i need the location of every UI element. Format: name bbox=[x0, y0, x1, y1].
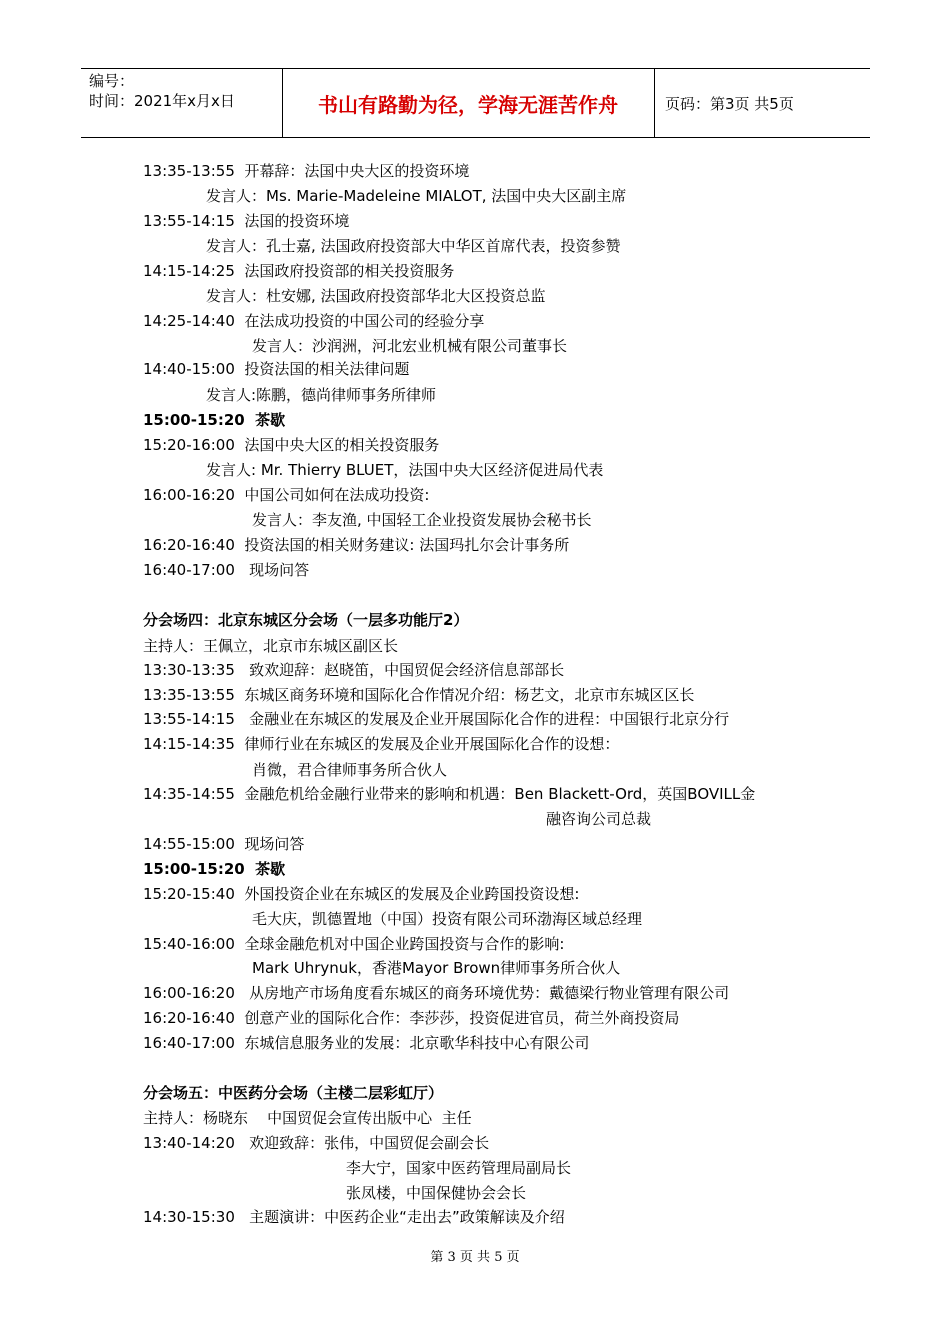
agenda-line: 李大宁，国家中医药管理局副局长 bbox=[346, 1159, 572, 1177]
agenda-line: 15:40-16:00 全球金融危机对中国企业跨国投资与合作的影响: bbox=[143, 935, 565, 953]
document-date-label: 时间：2021年x月x日 bbox=[89, 92, 235, 110]
agenda-line: 发言人:陈鹏，德尚律师事务所律师 bbox=[206, 386, 437, 404]
agenda-line: 16:40-17:00 现场问答 bbox=[143, 561, 310, 579]
agenda-line: 13:35-13:55 开幕辞：法国中央大区的投资环境 bbox=[143, 162, 470, 180]
agenda-line: 发言人：沙润洲，河北宏业机械有限公司董事长 bbox=[252, 337, 568, 355]
agenda-line: 15:20-16:00 法国中央大区的相关投资服务 bbox=[143, 436, 440, 454]
agenda-line: 13:40-14:20 欢迎致辞：张伟，中国贸促会副会长 bbox=[143, 1134, 490, 1152]
agenda-line: 16:00-16:20 中国公司如何在法成功投资: bbox=[143, 486, 430, 504]
agenda-line: 14:40-15:00 投资法国的相关法律问题 bbox=[143, 360, 410, 378]
agenda-line: 发言人：孔士嘉, 法国政府投资部大中华区首席代表，投资参赞 bbox=[206, 237, 621, 255]
agenda-line: 16:00-16:20 从房地产市场角度看东城区的商务环境优势：戴德梁行物业管理有限公司 bbox=[143, 984, 730, 1002]
agenda-line: 13:35-13:55 东城区商务环境和国际化合作情况介绍：杨艺文，北京市东城区区长 bbox=[143, 686, 695, 704]
agenda-line: 毛大庆，凯德置地（中国）投资有限公司环渤海区域总经理 bbox=[252, 910, 643, 928]
agenda-line: 16:20-16:40 创意产业的国际化合作：李莎莎，投资促进官员，荷兰外商投资局 bbox=[143, 1009, 680, 1027]
agenda-line: 融咨询公司总裁 bbox=[546, 810, 652, 828]
agenda-line: 主持人：王佩立，北京市东城区副区长 bbox=[143, 637, 399, 655]
agenda-line: 发言人：李友渔, 中国轻工企业投资发展协会秘书长 bbox=[252, 511, 592, 529]
page-footer: 第 3 页 共 5 页 bbox=[430, 1250, 520, 1265]
agenda-line: 14:15-14:35 律师行业在东城区的发展及企业开展国际化合作的设想： bbox=[143, 735, 620, 753]
agenda-line: 16:40-17:00 东城信息服务业的发展：北京歌华科技中心有限公司 bbox=[143, 1034, 590, 1052]
agenda-heading: 分会场四：北京东城区分会场（一层多功能厅2） bbox=[143, 611, 469, 629]
header-divider bbox=[654, 69, 655, 137]
header-table bbox=[81, 68, 870, 138]
agenda-line: 15:20-15:40 外国投资企业在东城区的发展及企业跨国投资设想: bbox=[143, 885, 580, 903]
agenda-heading: 15:00-15:20 茶歇 bbox=[143, 411, 286, 429]
agenda-heading: 分会场五：中医药分会场（主楼二层彩虹厅） bbox=[143, 1084, 444, 1102]
agenda-line: 14:35-14:55 金融危机给金融行业带来的影响和机遇：Ben Blackett-Ord，英国BOVILL金 bbox=[143, 785, 756, 803]
agenda-line: 13:55-14:15 金融业在东城区的发展及企业开展国际化合作的进程：中国银行北京分行 bbox=[143, 710, 730, 728]
agenda-line: 发言人：杜安娜, 法国政府投资部华北大区投资总监 bbox=[206, 287, 546, 305]
agenda-heading: 15:00-15:20 茶歇 bbox=[143, 860, 286, 878]
document-number-label: 编号： bbox=[89, 72, 135, 90]
agenda-line: 发言人: Mr. Thierry BLUET，法国中央大区经济促进局代表 bbox=[206, 461, 604, 479]
header-meta bbox=[89, 71, 235, 111]
agenda-line: 张凤楼，中国保健协会会长 bbox=[346, 1184, 527, 1202]
agenda-line: 13:30-13:35 致欢迎辞：赵晓笛，中国贸促会经济信息部部长 bbox=[143, 661, 565, 679]
agenda-line: 14:55-15:00 现场问答 bbox=[143, 835, 305, 853]
agenda-line: 肖微，君合律师事务所合伙人 bbox=[252, 761, 448, 779]
agenda-line: 主持人：杨晓东 中国贸促会宣传出版中心 主任 bbox=[143, 1109, 472, 1127]
agenda-line: 14:30-15:30 主题演讲：中医药企业“走出去”政策解读及介绍 bbox=[143, 1208, 565, 1226]
header-motto: 书山有路勤为径，学海无涯苦作舟 bbox=[318, 92, 618, 117]
agenda-line: 14:15-14:25 法国政府投资部的相关投资服务 bbox=[143, 262, 455, 280]
agenda-line: Mark Uhrynuk，香港Mayor Brown律师事务所合伙人 bbox=[252, 959, 621, 977]
agenda-line: 14:25-14:40 在法成功投资的中国公司的经验分享 bbox=[143, 312, 485, 330]
agenda-line: 13:55-14:15 法国的投资环境 bbox=[143, 212, 350, 230]
agenda-line: 16:20-16:40 投资法国的相关财务建议: 法国玛扎尔会计事务所 bbox=[143, 536, 570, 554]
agenda-line: 发言人：Ms. Marie-Madeleine MIALOT, 法国中央大区副主席 bbox=[206, 187, 627, 205]
header-page-info: 页码：第3页 共5页 bbox=[665, 94, 794, 113]
